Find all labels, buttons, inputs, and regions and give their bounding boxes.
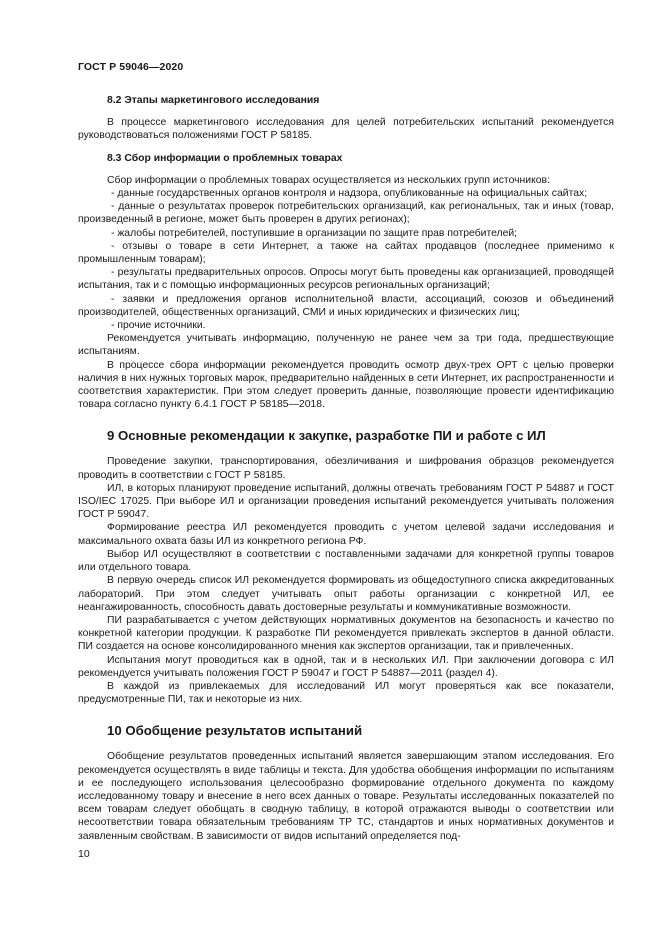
section-title-9: 9 Основные рекомендации к закупке, разработке ПИ и работе с ИЛ bbox=[107, 428, 546, 444]
subsection-title-8-2: 8.2 Этапы маркетингового исследования bbox=[107, 95, 320, 106]
paragraph: В процессе сбора информации рекомендуется проводить осмотр двух-трех ОРТ с целью проверки наличия в них нужных торговых марок, предварительно найденных в сети Интернет, их распространенности и соответствия характеристик. При этом следует проверить данные, позволяющие провести идентификацию товара согласно пункту 6.4.1 ГОСТ Р 58185—2018. bbox=[78, 359, 614, 411]
list-item: - жалобы потребителей, поступившие в организации по защите прав потребителей; bbox=[111, 227, 518, 239]
paragraph: Испытания могут проводиться как в одной, так и в нескольких ИЛ. При заключении договора с ИЛ рекомендуется учитывать положения ГОСТ Р 59047 и ГОСТ Р 54887—2011 (раздел 4). bbox=[78, 654, 614, 679]
list-item: - данные государственных органов контроля и надзора, опубликованные на официальных сайтах; bbox=[111, 188, 588, 200]
list-item: - данные о результатах проверок потребительских организаций, как региональных, так и иных (товар, произведенный в регионе, может быть проверен в других регионах); bbox=[78, 201, 614, 226]
paragraph: В первую очередь список ИЛ рекомендуется формировать из общедоступного списка аккредитованных лабораторий. При этом следует учитывать опыт работы организации с конкретной ИЛ, ее неангажированность, способность давать достоверные результаты и коммуникативные возможности. bbox=[78, 575, 614, 613]
paragraph: В каждой из привлекаемых для исследований ИЛ могут проверяться как все показатели, предусмотренные ПИ, так и некоторые из них. bbox=[78, 680, 614, 706]
paragraph: Проведение закупки, транспортирования, обезличивания и шифрования образцов рекомендуется проводить в соответствии с ГОСТ Р 58185. bbox=[78, 456, 614, 481]
paragraph: Рекомендуется учитывать информацию, полученную не ранее чем за три года, предшествующие испытаниям. bbox=[78, 333, 614, 358]
page-number: 10 bbox=[78, 848, 90, 860]
paragraph: Выбор ИЛ осуществляют в соответствии с поставленными задачами для конкретной группы товаров или отдельного товара. bbox=[78, 548, 614, 574]
document-header: ГОСТ Р 59046—2020 bbox=[78, 61, 184, 73]
paragraph: Обобщение результатов проведенных испытаний является завершающим этапом исследования. Его рекомендуется осуществлять в виде таблицы и текста. Для удобства обобщения информации по испытаниям и ее последующего использования целесообразно формирование отдельного документа по каждому исследованному товару и внесение в него всех данных о товаре. Результаты исследованных показателей по всем товарам следует обобщать в сводную таблицу, в которой отражаются выводы о соответствии или несоответствии товара обязательным требованиям ТР ТС, стандартов и иных нормативных документов и заявленным свойствам. В зависимости от видов испытаний определяется под- bbox=[78, 751, 614, 842]
paragraph: Сбор информации о проблемных товарах осуществляется из нескольких групп источников: bbox=[107, 174, 550, 186]
document-body bbox=[78, 94, 614, 843]
list-item: - отзывы о товаре в сети Интернет, а также на сайтах продавцов (последнее применимо к промышленным товарам); bbox=[78, 240, 614, 266]
section-title-10: 10 Обобщение результатов испытаний bbox=[107, 723, 363, 739]
paragraph: Формирование реестра ИЛ рекомендуется проводить с учетом целевой задачи исследования и максимального охвата базы ИЛ из конкретного региона РФ. bbox=[78, 522, 614, 547]
paragraph: ИЛ, в которых планируют проведение испытаний, должны отвечать требованиям ГОСТ Р 54887 и ГОСТ ISO/IEC 17025. При выборе ИЛ и организации проведения испытаний рекомендуется учитывать положения ГОСТ Р 59047. bbox=[78, 482, 614, 521]
list-item: - прочие источники. bbox=[111, 320, 206, 332]
subsection-title-8-3: 8.3 Сбор информации о проблемных товарах bbox=[107, 152, 343, 164]
paragraph: В процессе маркетингового исследования для целей потребительских испытаний рекомендуется руководствоваться положениями ГОСТ Р 58185. bbox=[78, 117, 614, 142]
paragraph: ПИ разрабатывается с учетом действующих нормативных документов на безопасность и качество по конкретной категории продукции. К разработке ПИ рекомендуется привлекать экспертов в данной области. ПИ создается на основе консолидированного мнения как экспертов организации, так и привлеченных. bbox=[78, 614, 614, 653]
list-item: - заявки и предложения органов исполнительной власти, ассоциаций, союзов и объединений производителей, общественных организаций, СМИ и иных юридических и физических лиц; bbox=[78, 293, 614, 318]
list-item: - результаты предварительных опросов. Опросы могут быть проведены как организацией, проводящей испытания, так и с помощью информационных ресурсов региональных организаций; bbox=[78, 267, 614, 292]
